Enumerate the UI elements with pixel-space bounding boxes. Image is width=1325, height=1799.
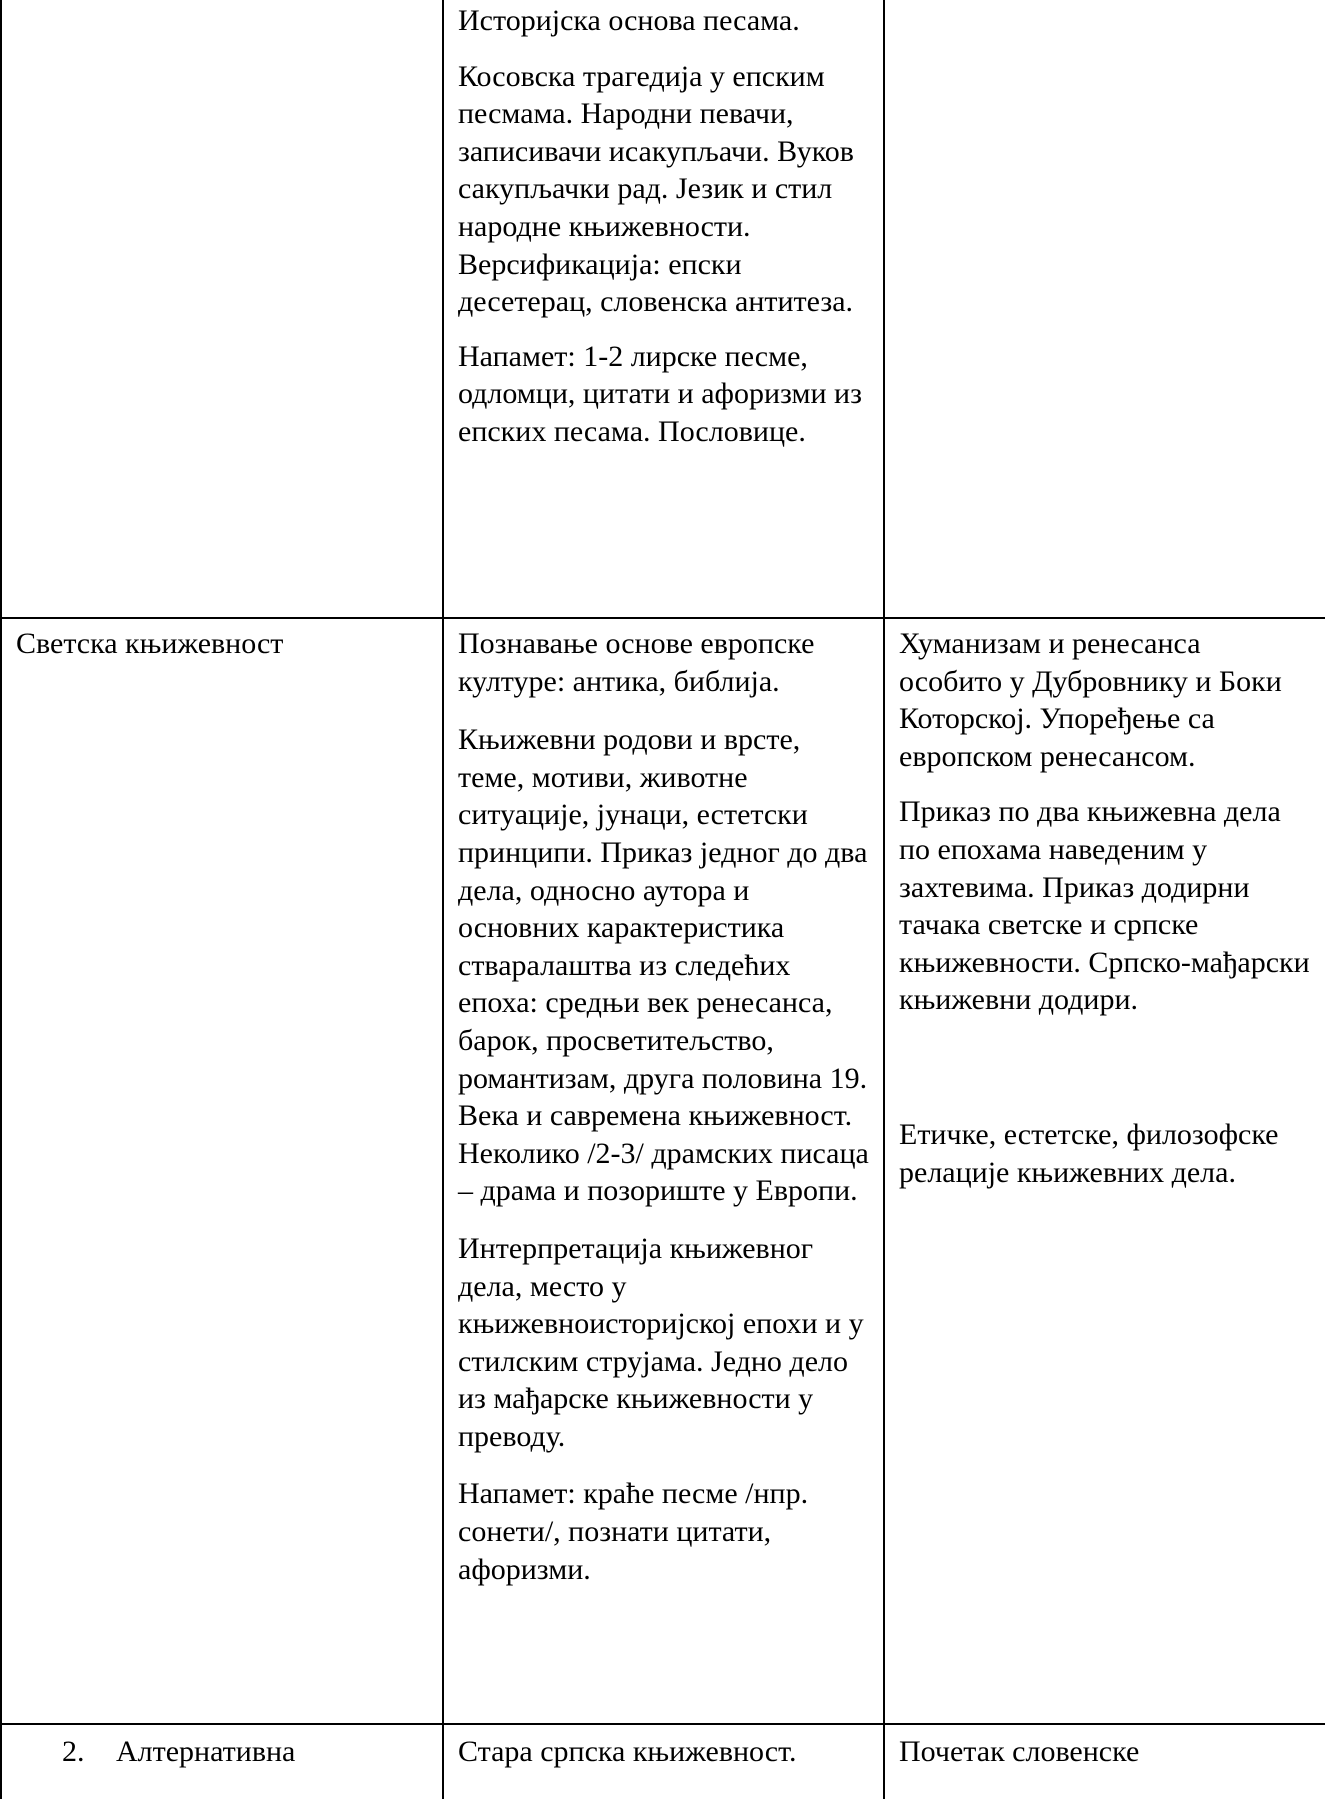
content-cell [443,0,884,618]
notes-cell [884,618,1325,1724]
paragraph: Књижевни родови и врсте, теме, мотиви, животне ситуације, јунаци, естетски принципи. Приказ једног до два дела, односно аутора и основних карактеристика стваралаштва из следећих епоха: средњи век ренесанса, барок, просветитељство, романтизам, друга половина 19. Века и савремена књижевност. Неколико /2-3/ драмских писаца – драма и позориште у Европи. [458,723,869,1208]
list-number: 2. [62,1735,85,1768]
paragraph: Историјска основа песама. [458,4,800,37]
topic-title: Светска књижевност [16,627,284,660]
paragraph: Хуманизам и ренесанса особито у Дубровнику и Боки Которској. Упоређење са европском ренесансом. [899,627,1282,773]
numbered-topic [16,1733,428,1771]
content-cell [443,618,884,1724]
notes-cell [884,1724,1325,1799]
paragraph: Косовска трагедија у епским песмама. Народни певачи, записивачи исакупљачи. Вуков сакупљачки рад. Језик и стил народне књижевности. Версификација: епски десетерац, словенска антитеза. [458,59,854,319]
topic-cell-empty [1,0,443,618]
paragraph: Приказ по два књижевна дела по епохама наведеним у захтевима. Приказ додирни тачака светске и српске књижевности. Српско-мађарски књижевни додири. [899,795,1310,1017]
paragraph: Стара српска књижевност. [458,1735,797,1768]
table-row [1,1724,1325,1799]
paragraph: Интерпретација књижевног дела, место у књижевноисторијској епохи и у стилским струјама. Једно дело из мађарске књижевности у преводу. [458,1231,864,1453]
paragraph: Напамет: 1-2 лирске песме, одломци, цитати и афоризми из епских песама. Пословице. [458,339,862,448]
paragraph: Напамет: краће песме /нпр. сонети/, познати цитати, афоризми. [458,1477,809,1586]
topic-cell [1,618,443,1724]
table-row [1,618,1325,1724]
table-row [1,0,1325,618]
content-cell [443,1724,884,1799]
topic-title: Алтернативна [116,1735,296,1768]
paragraph: Етичке, естетске, филозофске релације књижевних дела. [899,1117,1279,1189]
paragraph: Почетак словенске [899,1735,1140,1768]
notes-cell-empty [884,0,1325,618]
topic-cell [1,1724,443,1799]
paragraph: Познавање основе европске културе: антика, библија. [458,627,815,698]
